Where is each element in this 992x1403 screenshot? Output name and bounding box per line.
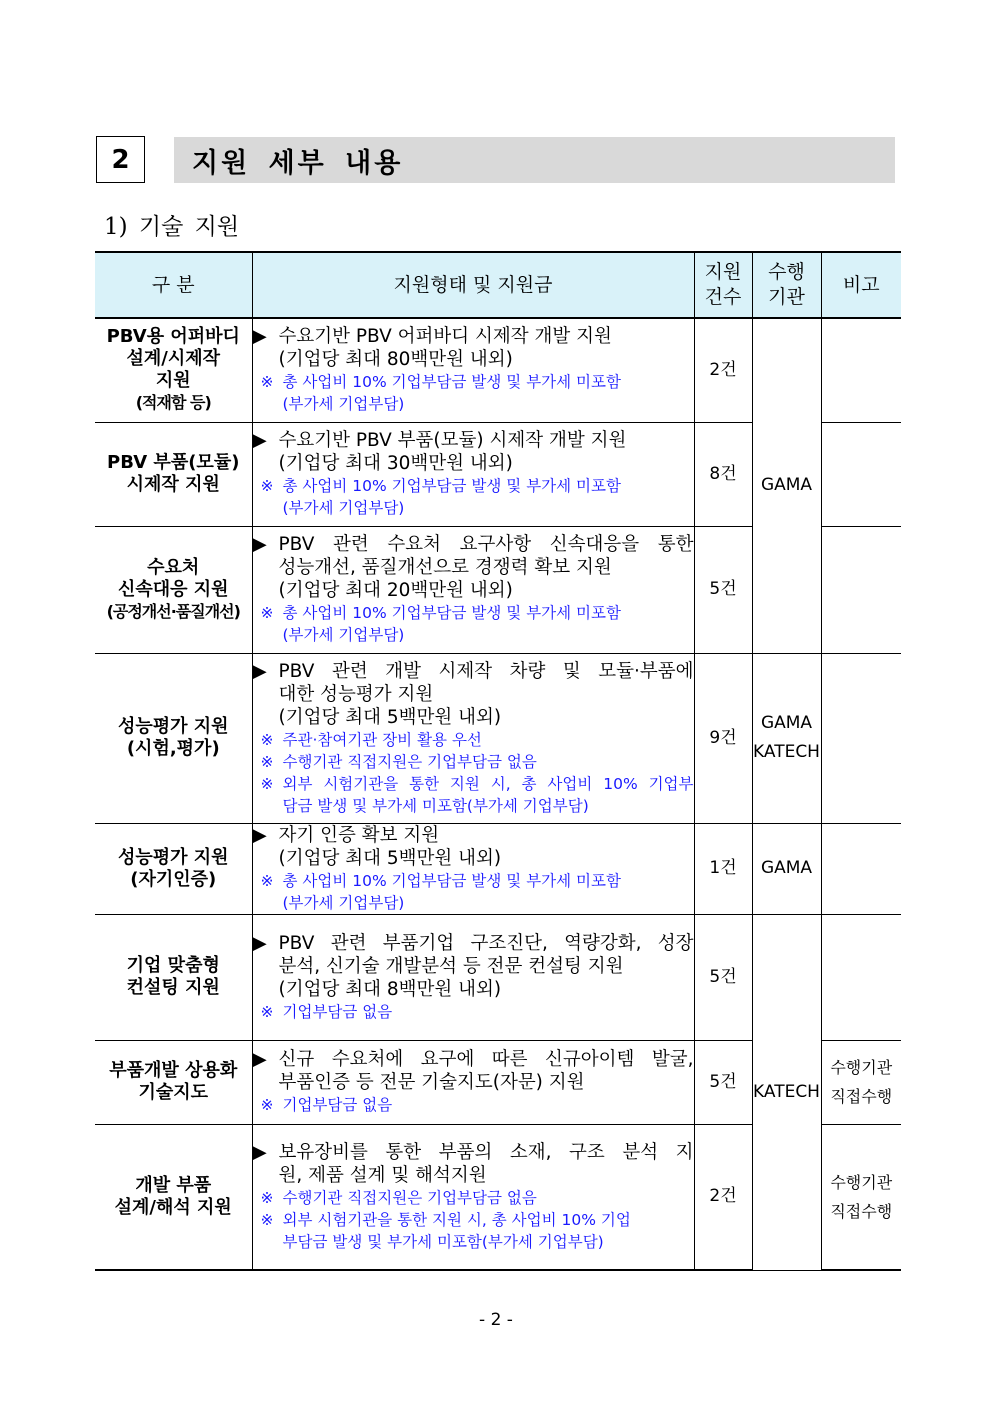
row-category: 성능평가 지원 (자기인증) [95, 823, 252, 914]
note-mark-icon: ※ [260, 1096, 274, 1114]
arrow-icon: ▶ [252, 1141, 267, 1163]
row-remarks [821, 526, 901, 653]
row-content: ▶ 신규 수요처에 요구에 따른 신규아이템 발굴, 부품인증 등 전문 기술지도(자문) 지원 ※ 기업부담금 없음 [252, 1040, 694, 1124]
row-content: ▶ PBV 관련 부품기업 구조진단, 역량강화, 성장 분석, 신기술 개발분석 등 전문 컨설팅 지원 (기업당 최대 8백만원 내외) ※ 기업부담금 없음 [252, 914, 694, 1040]
subsection-title: 1) 기술 지원 [104, 214, 240, 240]
row-content: ▶ 자기 인증 확보 지원 (기업당 최대 5백만원 내외) ※ 총 사업비 10% 기업부담금 발생 및 부가세 미포함 (부가세 기업부담) [252, 823, 694, 914]
row-remarks [821, 823, 901, 914]
note-mark-icon: ※ [260, 774, 274, 793]
row-category: 기업 맞춤형 컨설팅 지원 [95, 914, 252, 1040]
row-remarks [821, 422, 901, 526]
row-remarks [821, 914, 901, 1040]
arrow-icon: ▶ [252, 824, 267, 846]
arrow-icon: ▶ [252, 534, 267, 555]
note-mark-icon: ※ [260, 752, 274, 771]
row-category: 수요처 신속대응 지원 (공정개선·품질개선) [95, 526, 252, 653]
header-org: 수행 기관 [752, 252, 821, 318]
row-org: GAMA [752, 823, 821, 914]
row-category: PBV 부품(모듈) 시제작 지원 [95, 422, 252, 526]
row-org: GAMA KATECH [752, 653, 821, 823]
org-gama: GAMA [752, 318, 821, 653]
table-row [95, 914, 901, 1040]
row-remarks [821, 653, 901, 823]
row-count: 8건 [694, 422, 752, 526]
header-count: 지원 건수 [694, 252, 752, 318]
support-table [95, 251, 901, 1271]
note-mark-icon: ※ [260, 1210, 274, 1229]
row-category: 성능평가 지원 (시험,평가) [95, 653, 252, 823]
note-mark-icon: ※ [260, 730, 274, 749]
row-category: PBV용 어퍼바디 설계/시제작 지원 (적재함 등) [95, 318, 252, 422]
row-count: 9건 [694, 653, 752, 823]
row-count: 5건 [694, 1040, 752, 1124]
row-content: ▶ 수요기반 PBV 어퍼바디 시제작 개발 지원 (기업당 최대 80백만원 내외) ※ 총 사업비 10% 기업부담금 발생 및 부가세 미포함 (부가세 기업부담) [252, 318, 694, 422]
row-count: 1건 [694, 823, 752, 914]
note-mark-icon: ※ [260, 1002, 274, 1021]
note-mark-icon: ※ [260, 1188, 274, 1207]
row-count: 2건 [694, 318, 752, 422]
arrow-icon: ▶ [252, 660, 267, 682]
note-mark-icon: ※ [260, 604, 274, 622]
table-row [95, 653, 901, 823]
note-mark-icon: ※ [260, 373, 274, 392]
header-content: 지원형태 및 지원금 [252, 252, 694, 318]
section-number: 2 [96, 136, 145, 183]
page-number: - 2 - [479, 1310, 513, 1330]
row-count: 5건 [694, 526, 752, 653]
section-title: 지원 세부 내용 [174, 137, 895, 183]
header-category: 구 분 [95, 252, 252, 318]
row-content: ▶ PBV 관련 개발 시제작 차량 및 모듈·부품에 대한 성능평가 지원 (기업당 최대 5백만원 내외) ※ 주관·참여기관 장비 활용 우선 ※ 수행기관 직접지원은 기업부담금 없음 ※ 외부 시험기관을 통한 지원 시, 총 사업비 10% 기업부 담금 발생 및 부가세 미포함(부가세 기업부담) [252, 653, 694, 823]
row-content: ▶ PBV 관련 수요처 요구사항 신속대응을 통한 성능개선, 품질개선으로 경쟁력 확보 지원 (기업당 최대 20백만원 내외) ※ 총 사업비 10% 기업부담금 발생 및 부가세 미포함 (부가세 기업부담) [252, 526, 694, 653]
row-count: 2건 [694, 1124, 752, 1270]
row-content: ▶ 보유장비를 통한 부품의 소재, 구조 분석 지 원, 제품 설계 및 해석지원 ※ 수행기관 직접지원은 기업부담금 없음 ※ 외부 시험기관을 통한 지원 시, 총 사업비 10% 기업 부담금 발생 및 부가세 미포함(부가세 기업부담) [252, 1124, 694, 1270]
arrow-icon: ▶ [252, 1049, 267, 1070]
table-row [95, 318, 901, 422]
arrow-icon: ▶ [252, 326, 267, 348]
row-category: 개발 부품 설계/해석 지원 [95, 1124, 252, 1270]
arrow-icon: ▶ [252, 932, 267, 954]
row-remarks: 수행기관 직접수행 [821, 1040, 901, 1124]
note-mark-icon: ※ [260, 477, 274, 495]
row-count: 5건 [694, 914, 752, 1040]
org-katech: KATECH [752, 914, 821, 1270]
header-remarks: 비고 [821, 252, 901, 318]
note-mark-icon: ※ [260, 871, 274, 890]
row-content: ▶ 수요기반 PBV 부품(모듈) 시제작 개발 지원 (기업당 최대 30백만원 내외) ※ 총 사업비 10% 기업부담금 발생 및 부가세 미포함 (부가세 기업부담) [252, 422, 694, 526]
arrow-icon: ▶ [252, 430, 267, 451]
row-remarks [821, 318, 901, 422]
table-row [95, 823, 901, 914]
row-category: 부품개발 상용화 기술지도 [95, 1040, 252, 1124]
row-remarks: 수행기관 직접수행 [821, 1124, 901, 1270]
